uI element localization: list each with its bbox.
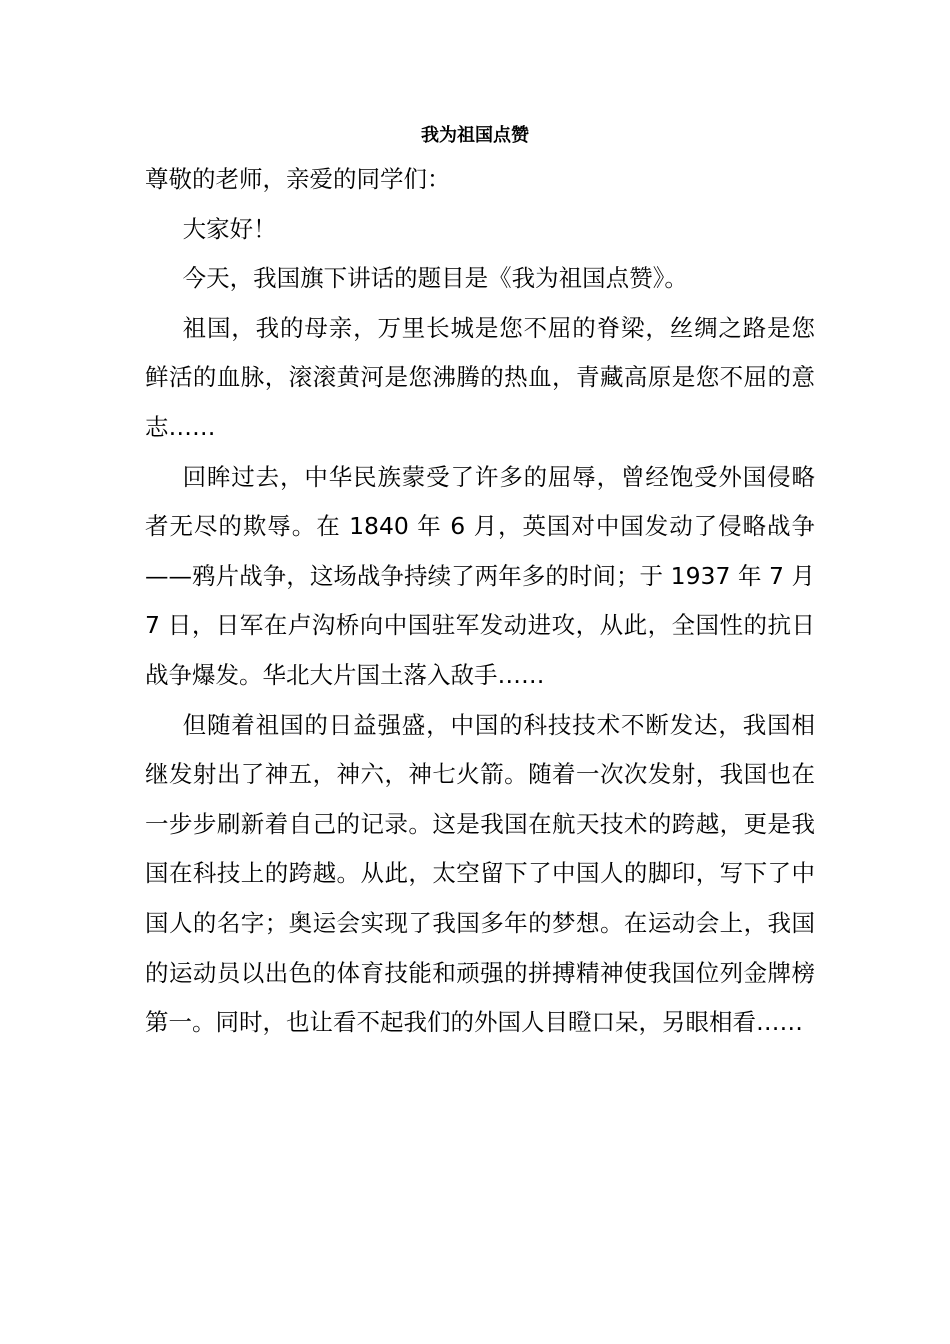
paragraph-5: 但随着祖国的日益强盛，中国的科技技术不断发达，我国相继发射出了神五，神六，神七火箭。随着一次次发射，我国也在一步步刷新着自己的记录。这是我国在航天技术的跨越，更是我国在科技上的跨越。从此，太空留下了中国人的脚印，写下了中国人的名字；奥运会实现了我国多年的梦想。在运动会上，我国的运动员以出色的体育技能和顽强的拼搏精神使我国位列金牌榜第一。同时，也让看不起我们的外国人目瞪口呆，另眼相看…… (145, 710, 815, 1037)
document-body (145, 155, 815, 1048)
paragraph-4: 回眸过去，中华民族蒙受了许多的屈辱，曾经饱受外国侵略者无尽的欺辱。在 1840 年 6 月，英国对中国发动了侵略战争——鸦片战争，这场战争持续了两年多的时间；于 1937 年 7 月 7 日，日军在卢沟桥向中国驻军发动进攻，从此，全国性的抗日战争爆发。华北大片国土落入敌手…… (145, 462, 815, 689)
greeting-line: 尊敬的老师，亲爱的同学们： (145, 165, 451, 193)
document-title: 我为祖国点赞 (421, 125, 529, 146)
paragraph-1: 大家好！ (182, 214, 277, 243)
paragraph-2: 今天，我国旗下讲话的题目是《我为祖国点赞》。 (182, 264, 688, 293)
paragraph-3: 祖国，我的母亲，万里长城是您不屈的脊梁，丝绸之路是您鲜活的血脉，滚滚黄河是您沸腾的热血，青藏高原是您不屈的意志…… (145, 313, 815, 441)
